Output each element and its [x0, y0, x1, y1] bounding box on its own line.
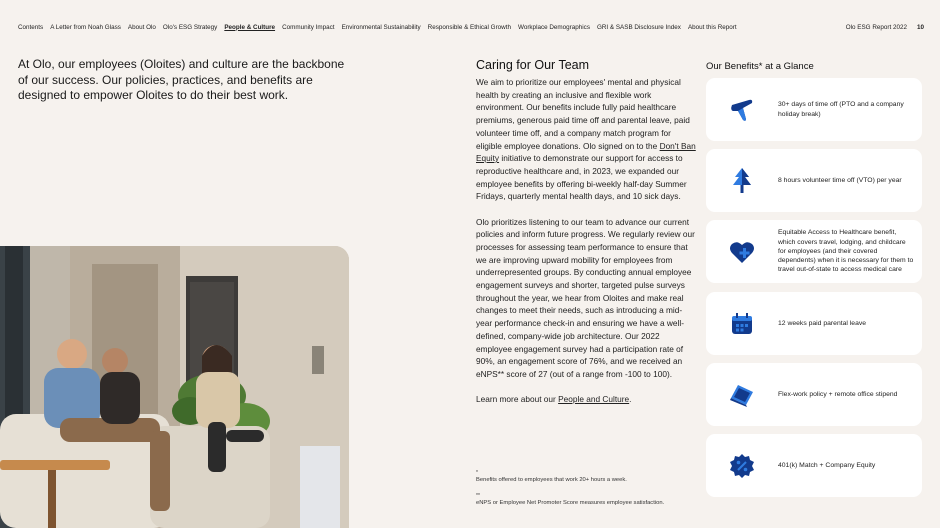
nav-item-letter[interactable]: A Letter from Noah Glass — [50, 23, 121, 31]
nav-item-responsible-growth[interactable]: Responsible & Ethical Growth — [427, 23, 511, 31]
laptop-icon — [706, 383, 778, 407]
benefit-text: 8 hours volunteer time off (VTO) per year — [778, 176, 902, 184]
nav-item-esg-strategy[interactable]: Olo's ESG Strategy — [162, 23, 218, 31]
benefit-card-parental — [706, 292, 922, 355]
caring-paragraph-1: We aim to prioritize our employees' mental and physical health by creating an inclusive and flexible work environment. Our benefits include fully paid healthcare premiums, generous paid time off and parental leave, paid volunteer time off, and a company match program for eligible employee donations. Olo signed on to the Don't Ban Equity initiative to demonstrate our support for access to reproductive healthcare and, in 2023, we expanded our employee benefits by offering bi-weekly half-day Summer Fridays, quarterly mental health days, and 10 sick days. — [476, 77, 696, 202]
nav-items — [18, 24, 737, 31]
benefits-title: Our Benefits* at a Glance — [706, 61, 814, 72]
calendar-icon — [706, 312, 778, 336]
nav-item-people-culture[interactable]: People & Culture — [224, 23, 276, 31]
nav-right — [846, 24, 924, 31]
heart-plus-icon — [706, 240, 778, 264]
badge-percent-icon — [706, 453, 778, 479]
footnote-1 — [476, 470, 696, 484]
benefit-text: Equitable Access to Healthcare benefit, which covers travel, lodging, and childcare for employees (and their covered dependents) when it is necessary for them to travel out-of-state to access medical care — [778, 229, 914, 274]
benefit-text: 12 weeks paid parental leave — [778, 319, 867, 327]
benefit-card-401k — [706, 434, 922, 497]
footnote-2-mark: ** — [476, 493, 480, 499]
footnote-2 — [476, 493, 696, 507]
people-culture-link[interactable]: People and Culture — [558, 394, 630, 405]
caring-paragraph-3: Learn more about our People and Culture. — [476, 394, 632, 405]
intro-statement: At Olo, our employees (Oloites) and culture are the backbone of our success. Our policies, practices, and benefits are designed to empower Oloites to do their best work. — [18, 57, 345, 102]
footnotes — [476, 470, 696, 516]
footnote-1-text: Benefits offered to employees that work 20+ hours a week. — [476, 477, 627, 483]
nav-item-gri-sasb[interactable]: GRI & SASB Disclosure Index — [596, 23, 681, 31]
footnote-1-mark: * — [476, 470, 478, 476]
plane-icon — [706, 97, 778, 123]
benefit-text: 401(k) Match + Company Equity — [778, 461, 876, 469]
caring-paragraph-2: Olo prioritizes listening to our team to advance our current policies and inform future progress. We regularly review our processes for assessing team performance to ensure that we are improving upward mobility for employees from underrepresented groups. By conducting annual employee engagement surveys and shorter, targeted pulse surveys throughout the year, we hear from Oloites and make real changes to meet their needs, such as introducing a mid-year performance check-in and ensuring we have a well-defined, company-wide job architecture. Our 2022 employee engagement survey had a participation rate of 90%, an engagement score of 76%, and we received an eNPS** score of 27 (out of a range from -100 to 100). — [476, 216, 695, 379]
dont-ban-equity-link[interactable]: Don't Ban Equity — [476, 140, 696, 164]
nav-item-contents[interactable]: Contents — [18, 23, 44, 31]
top-navigation — [18, 21, 924, 33]
team-photo — [0, 246, 349, 528]
nav-item-about-report[interactable]: About this Report — [687, 23, 737, 31]
benefit-card-pto — [706, 78, 922, 141]
tree-icon — [706, 167, 778, 195]
caring-title: Caring for Our Team — [476, 58, 590, 72]
caring-section — [476, 58, 696, 418]
nav-item-about-olo[interactable]: About Olo — [127, 23, 156, 31]
nav-item-demographics[interactable]: Workplace Demographics — [517, 23, 590, 31]
page-number: 10 — [916, 23, 924, 31]
benefit-text: 30+ days of time off (PTO and a company holiday break) — [778, 101, 904, 118]
benefit-card-healthcare — [706, 220, 922, 283]
benefit-card-vto — [706, 149, 922, 212]
report-title: Olo ESG Report 2022 — [845, 23, 907, 31]
footnote-2-text: eNPS or Employee Net Promoter Score measures employee satisfaction. — [476, 500, 665, 506]
benefit-card-flex-work — [706, 363, 922, 426]
nav-item-environmental[interactable]: Environmental Sustainability — [341, 23, 421, 31]
nav-item-community-impact[interactable]: Community Impact — [282, 23, 335, 31]
benefit-text: Flex-work policy + remote office stipend — [778, 390, 898, 398]
